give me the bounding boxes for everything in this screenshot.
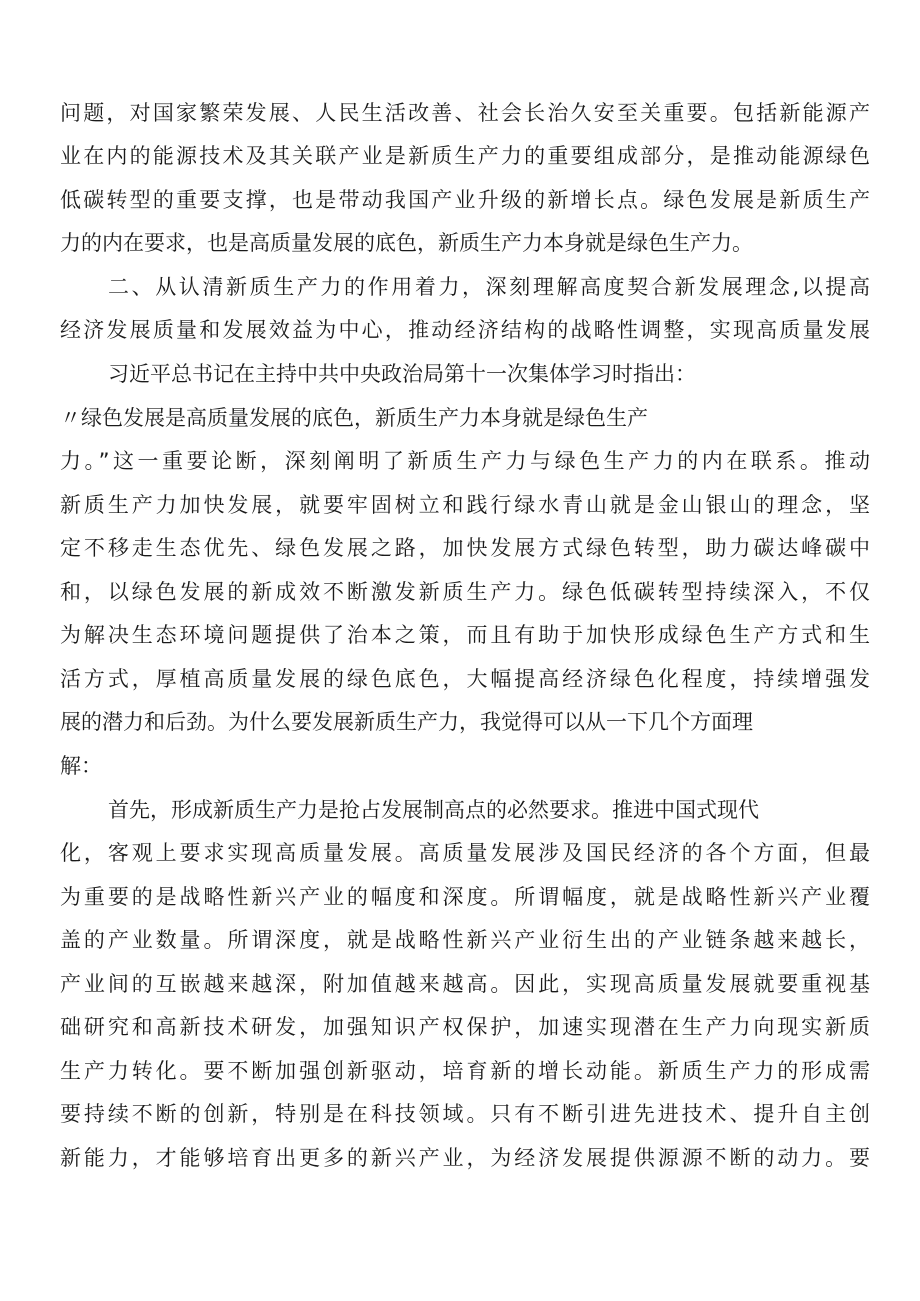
section-heading: 经济发展质量和发展效益为中心，推动经济结构的战略性调整，实现高质量发展 <box>60 318 870 342</box>
text-line: 力。”这一重要论断，深刻阐明了新质生产力与绿色生产力的内在联系。推动 <box>60 449 870 473</box>
text-line: 力的内在要求，也是高质量发展的底色，新质生产力本身就是绿色生产力。 <box>60 231 753 255</box>
text-line: 业在内的能源技术及其关联产业是新质生产力的重要组成部分，是推动能源绿色 <box>60 144 870 168</box>
text-line: 问题，对国家繁荣发展、人民生活改善、社会长治久安至关重要。包括新能源产 <box>60 101 870 125</box>
text-line: 化，客观上要求实现高质量发展。高质量发展涉及国民经济的各个方面，但最 <box>60 841 870 865</box>
text-line: 础研究和高新技术研发，加强知识产权保护，加速实现潜在生产力向现实新质 <box>60 1015 870 1039</box>
text-line: 生产力转化。要不断加强创新驱动，培育新的增长动能。新质生产力的形成需 <box>60 1059 870 1083</box>
text-line: 首先，形成新质生产力是抢占发展制高点的必然要求。推进中国式现代 <box>108 798 759 822</box>
text-line: 展的潜力和后劲。为什么要发展新质生产力，我觉得可以从一下几个方面理 <box>60 710 753 734</box>
text-line: 为重要的是战略性新兴产业的幅度和深度。所谓幅度，就是战略性新兴产业覆 <box>60 885 870 909</box>
text-line: 新质生产力加快发展，就要牢固树立和践行绿水青山就是金山银山的理念，坚 <box>60 493 870 517</box>
quote-line: 〃绿色发展是高质量发展的底色，新质生产力本身就是绿色生产 <box>60 406 648 430</box>
text-line: 和，以绿色发展的新成效不断激发新质生产力。绿色低碳转型持续深入，不仅 <box>60 580 870 604</box>
text-line: 解： <box>60 754 102 778</box>
text-line: 习近平总书记在主持中共中央政治局第十一次集体学习时指出： <box>108 362 696 386</box>
text-line: 定不移走生态优先、绿色发展之路，加快发展方式绿色转型，助力碳达峰碳中 <box>60 536 870 560</box>
text-line: 新能力，才能够培育出更多的新兴产业，为经济发展提供源源不断的动力。要 <box>60 1146 870 1170</box>
section-heading: 二、从认清新质生产力的作用着力，深刻理解高度契合新发展理念,以提高 <box>108 275 870 299</box>
text-line: 为解决生态环境问题提供了治本之策，而且有助于加快形成绿色生产方式和生 <box>60 623 870 647</box>
text-line: 活方式，厚植高质量发展的绿色底色，大幅提高经济绿色化程度，持续增强发 <box>60 667 870 691</box>
text-line: 低碳转型的重要支撑，也是带动我国产业升级的新增长点。绿色发展是新质生产 <box>60 188 870 212</box>
text-line: 盖的产业数量。所谓深度，就是战略性新兴产业衍生出的产业链条越来越长， <box>60 928 870 952</box>
text-line: 产业间的互嵌越来越深，附加值越来越高。因此，实现高质量发展就要重视基 <box>60 972 870 996</box>
text-line: 要持续不断的创新，特别是在科技领域。只有不断引进先进技术、提升自主创 <box>60 1102 870 1126</box>
